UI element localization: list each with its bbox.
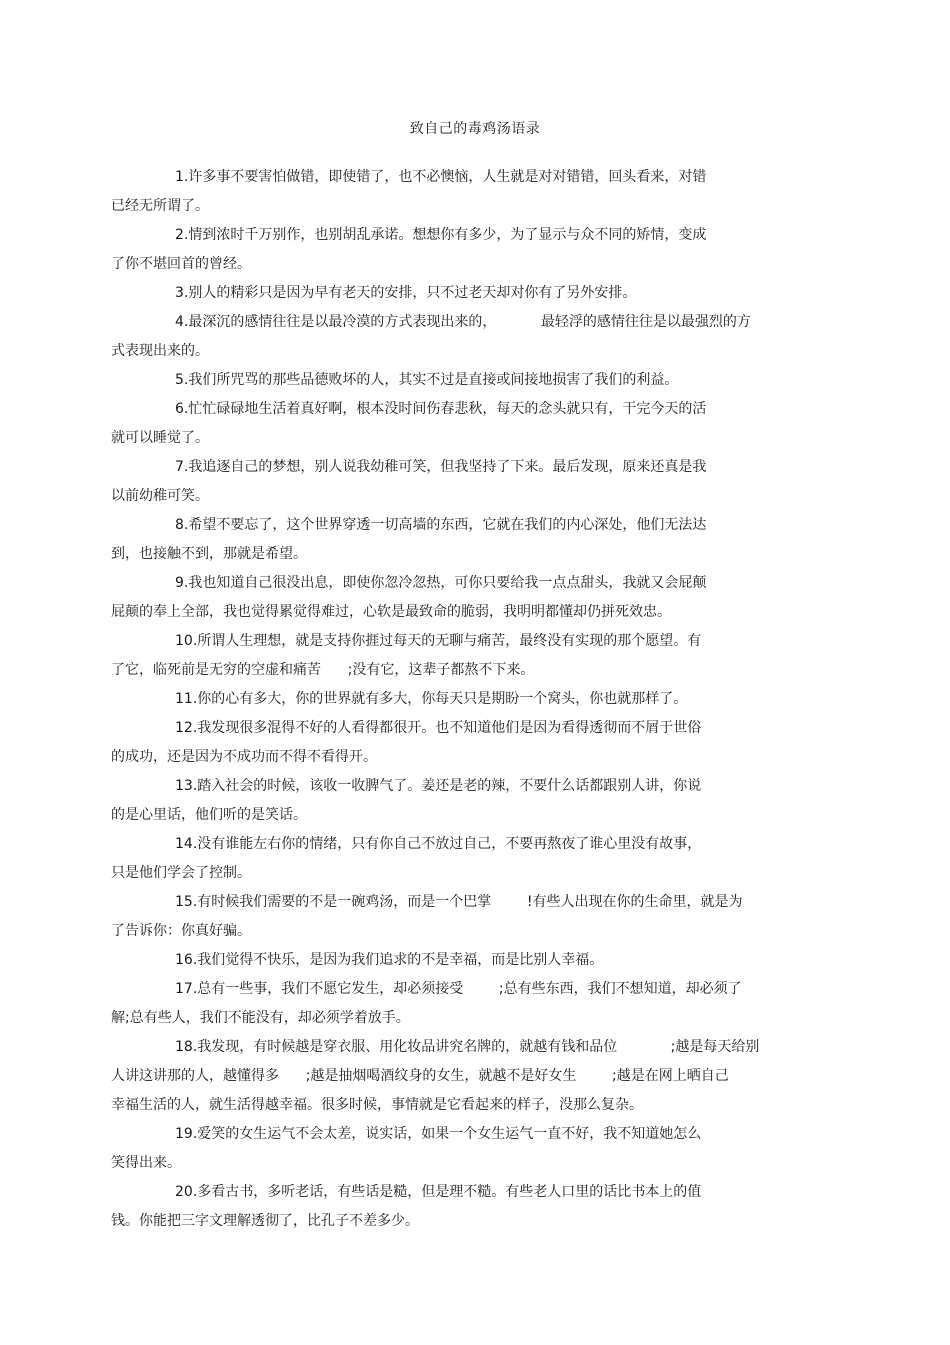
quote-line: 2.情到浓时千万别作，也别胡乱承诺。想想你有多少，为了显示与众不同的矫情，变成	[175, 227, 707, 243]
quote-paragraph	[111, 975, 795, 1033]
quote-line: 就可以睡觉了。	[111, 430, 209, 446]
quote-line: 钱。你能把三字文理解透彻了，比孔子不差多少。	[111, 1213, 419, 1229]
quote-line: 20.多看古书，多听老话，有些话是糙，但是理不糙。有些老人口里的话比书本上的值	[175, 1184, 702, 1200]
quote-paragraph	[111, 1120, 795, 1178]
quote-line: 已经无所谓了。	[111, 198, 209, 214]
quote-line: 14.没有谁能左右你的情绪，只有你自己不放过自己，不要再熬夜了谁心里没有故事，	[175, 836, 702, 852]
quote-line: 了告诉你：你真好骗。	[111, 923, 251, 939]
quote-line: 18.我发现，有时候越是穿衣服、用化妆品讲究名牌的，就越有钱和品位 ;越是每天给别	[175, 1039, 760, 1055]
quote-paragraph	[111, 221, 795, 279]
quote-line: 13.踏入社会的时候，该收一收脾气了。姜还是老的辣，不要什么话都跟别人讲，你说	[175, 778, 702, 794]
quote-line: 式表现出来的。	[111, 343, 209, 359]
quote-paragraph	[111, 714, 795, 772]
quote-paragraph	[111, 569, 795, 627]
quote-paragraph	[111, 1178, 795, 1236]
quote-paragraph	[111, 888, 795, 946]
quote-line: 人讲这讲那的人，越懂得多 ;越是抽烟喝酒纹身的女生，就越不是好女生 ;越是在网上晒自己	[111, 1068, 729, 1084]
quote-line: 5.我们所咒骂的那些品德败坏的人，其实不过是直接或间接地损害了我们的利益。	[175, 372, 679, 388]
quote-line: 了它，临死前是无穷的空虚和痛苦 ;没有它，这辈子都熬不下来。	[111, 662, 535, 678]
quote-line: 11.你的心有多大，你的世界就有多大，你每天只是期盼一个窝头，你也就那样了。	[175, 691, 688, 707]
quote-line: 9.我也知道自己很没出息，即使你忽冷忽热，可你只要给我一点点甜头，我就又会屁颠	[175, 575, 707, 591]
quote-paragraph	[143, 685, 795, 714]
quote-line: 1.许多事不要害怕做错，即使错了，也不必懊恼，人生就是对对错错，回头看来，对错	[175, 169, 707, 185]
quote-paragraph	[143, 279, 795, 308]
quote-paragraph	[143, 366, 795, 395]
quote-paragraph	[143, 946, 795, 975]
quote-line: 3.别人的精彩只是因为早有老天的安排，只不过老天却对你有了另外安排。	[175, 285, 637, 301]
quote-line: 8.希望不要忘了，这个世界穿透一切高墙的东西，它就在我们的内心深处，他们无法达	[175, 517, 707, 533]
quote-line: 以前幼稚可笑。	[111, 488, 209, 504]
quote-line: 10.所谓人生理想，就是支持你捱过每天的无聊与痛苦，最终没有实现的那个愿望。有	[175, 633, 702, 649]
document-title: 致自己的毒鸡汤语录	[409, 121, 541, 137]
quote-line: 15.有时候我们需要的不是一碗鸡汤，而是一个巴掌 !有些人出现在你的生命里，就是为	[175, 894, 743, 910]
quote-line: 幸福生活的人，就生活得越幸福。很多时候，事情就是它看起来的样子，没那么复杂。	[111, 1097, 643, 1113]
quote-line: 只是他们学会了控制。	[111, 865, 251, 881]
quote-paragraph	[111, 772, 795, 830]
quote-paragraph	[111, 511, 795, 569]
quote-paragraph	[111, 395, 795, 453]
quote-paragraph	[111, 308, 795, 366]
quote-line: 19.爱笑的女生运气不会太差，说实话，如果一个女生运气一直不好，我不知道她怎么	[175, 1126, 702, 1142]
quote-line: 了你不堪回首的曾经。	[111, 256, 251, 272]
quote-paragraph	[111, 453, 795, 511]
quote-line: 4.最深沉的感情往往是以最冷漠的方式表现出来的， 最轻浮的感情往往是以最强烈的方	[175, 314, 751, 330]
quote-paragraph	[111, 1033, 795, 1120]
quote-line: 6.忙忙碌碌地生活着真好啊，根本没时间伤春悲秋，每天的念头就只有，干完今天的活	[175, 401, 707, 417]
quote-line: 的成功，还是因为不成功而不得不看得开。	[111, 749, 377, 765]
document-body	[111, 163, 795, 1236]
quote-line: 17.总有一些事，我们不愿它发生，却必须接受 ;总有些东西，我们不想知道，却必须了	[175, 981, 742, 997]
quote-line: 屁颠的奉上全部，我也觉得累觉得难过，心软是最致命的脆弱，我明明都懂却仍拼死效忠。	[111, 604, 671, 620]
quote-line: 7.我追逐自己的梦想，别人说我幼稚可笑，但我坚持了下来。最后发现，原来还真是我	[175, 459, 707, 475]
quote-line: 的是心里话，他们听的是笑话。	[111, 807, 307, 823]
quote-line: 到，也接触不到，那就是希望。	[111, 546, 307, 562]
quote-line: 笑得出来。	[111, 1155, 181, 1171]
quote-paragraph	[111, 627, 795, 685]
quote-paragraph	[111, 830, 795, 888]
quote-line: 16.我们觉得不快乐，是因为我们追求的不是幸福，而是比别人幸福。	[175, 952, 604, 968]
quote-line: 12.我发现很多混得不好的人看得都很开。也不知道他们是因为看得透彻而不屑于世俗	[175, 720, 702, 736]
quote-paragraph	[111, 163, 795, 221]
quote-line: 解;总有些人，我们不能没有，却必须学着放手。	[111, 1010, 410, 1026]
